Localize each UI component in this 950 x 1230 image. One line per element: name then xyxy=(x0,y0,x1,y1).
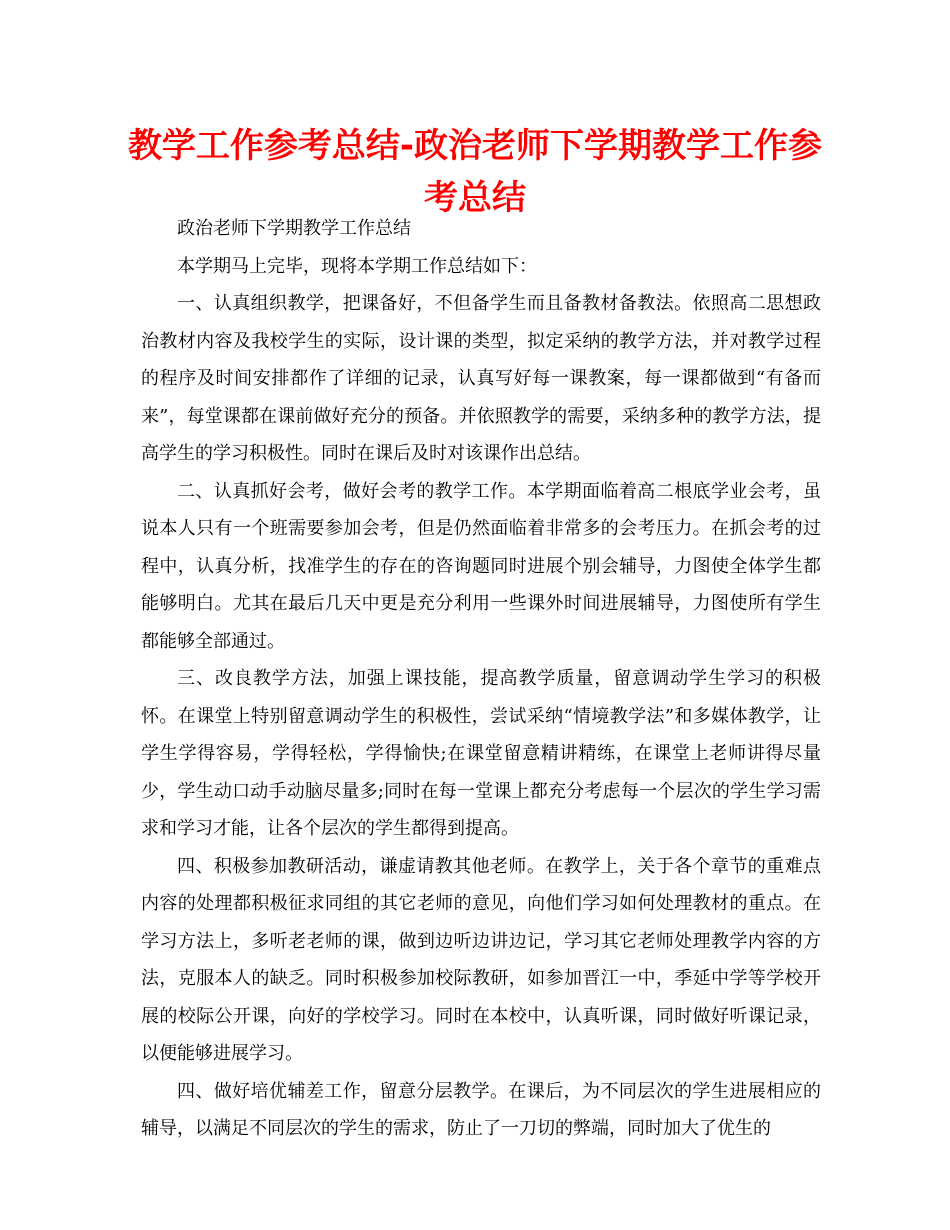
paragraph-intro: 本学期马上完毕，现将本学期工作总结如下： xyxy=(177,255,537,277)
document-title: 教学工作参考总结-政治老师下学期教学工作参考总结 xyxy=(127,126,823,218)
paragraph-section-1: 一、认真组织教学，把课备好，不但备学生而且备教材备教法。依照高二思想政治教材内容及我校学生的实际，设计课的类型，拟定采纳的教学方法，并对教学过程的程序及时间安排都作了详细的记录，认真写好每一课教案，每一课都做到“有备而来”，每堂课都在课前做好充分的预备。并依照教学的需要，采纳多种的教学方法，提高学生的学习积极性。同时在课后及时对该课作出总结。 xyxy=(141,293,821,464)
paragraph-section-3: 三、改良教学方法，加强上课技能，提高教学质量，留意调动学生学习的积极怀。在课堂上特别留意调动学生的积极性，尝试采纳“情境教学法”和多媒体教学，让学生学得容易，学得轻松，学得愉快;在课堂留意精讲精练，在课堂上老师讲得尽量少，学生动口动手动脑尽量多;同时在每一堂课上都充分考虑每一个层次的学生学习需求和学习才能，让各个层次的学生都得到提高。 xyxy=(141,668,821,839)
paragraph-section-2: 二、认真抓好会考，做好会考的教学工作。本学期面临着高二根底学业会考，虽说本人只有一个班需要参加会考，但是仍然面临着非常多的会考压力。在抓会考的过程中，认真分析，找准学生的存在的咨询题同时进展个别会辅导，力图使全体学生都能够明白。尤其在最后几天中更是充分利用一些课外时间进展辅导，力图使所有学生都能够全部通过。 xyxy=(141,480,821,652)
paragraph-subtitle: 政治老师下学期教学工作总结 xyxy=(177,218,411,239)
document-body xyxy=(141,210,821,1148)
paragraph-section-5: 四、做好培优辅差工作，留意分层教学。在课后，为不同层次的学生进展相应的辅导，以满足不同层次的学生的需求，防止了一刀切的弊端，同时加大了优生的 xyxy=(141,1080,821,1139)
paragraph-section-4: 四、积极参加教研活动，谦虚请教其他老师。在教学上，关于各个章节的重难点内容的处理都积极征求同组的其它老师的意见，向他们学习如何处理教材的重点。在学习方法上，多听老老师的课，做到边听边讲边记，学习其它老师处理教学内容的方法，克服本人的缺乏。同时积极参加校际教研，如参加晋江一中，季延中学等学校开展的校际公开课，向好的学校学习。同时在本校中，认真听课，同时做好听课记录，以便能够进展学习。 xyxy=(141,855,821,1064)
